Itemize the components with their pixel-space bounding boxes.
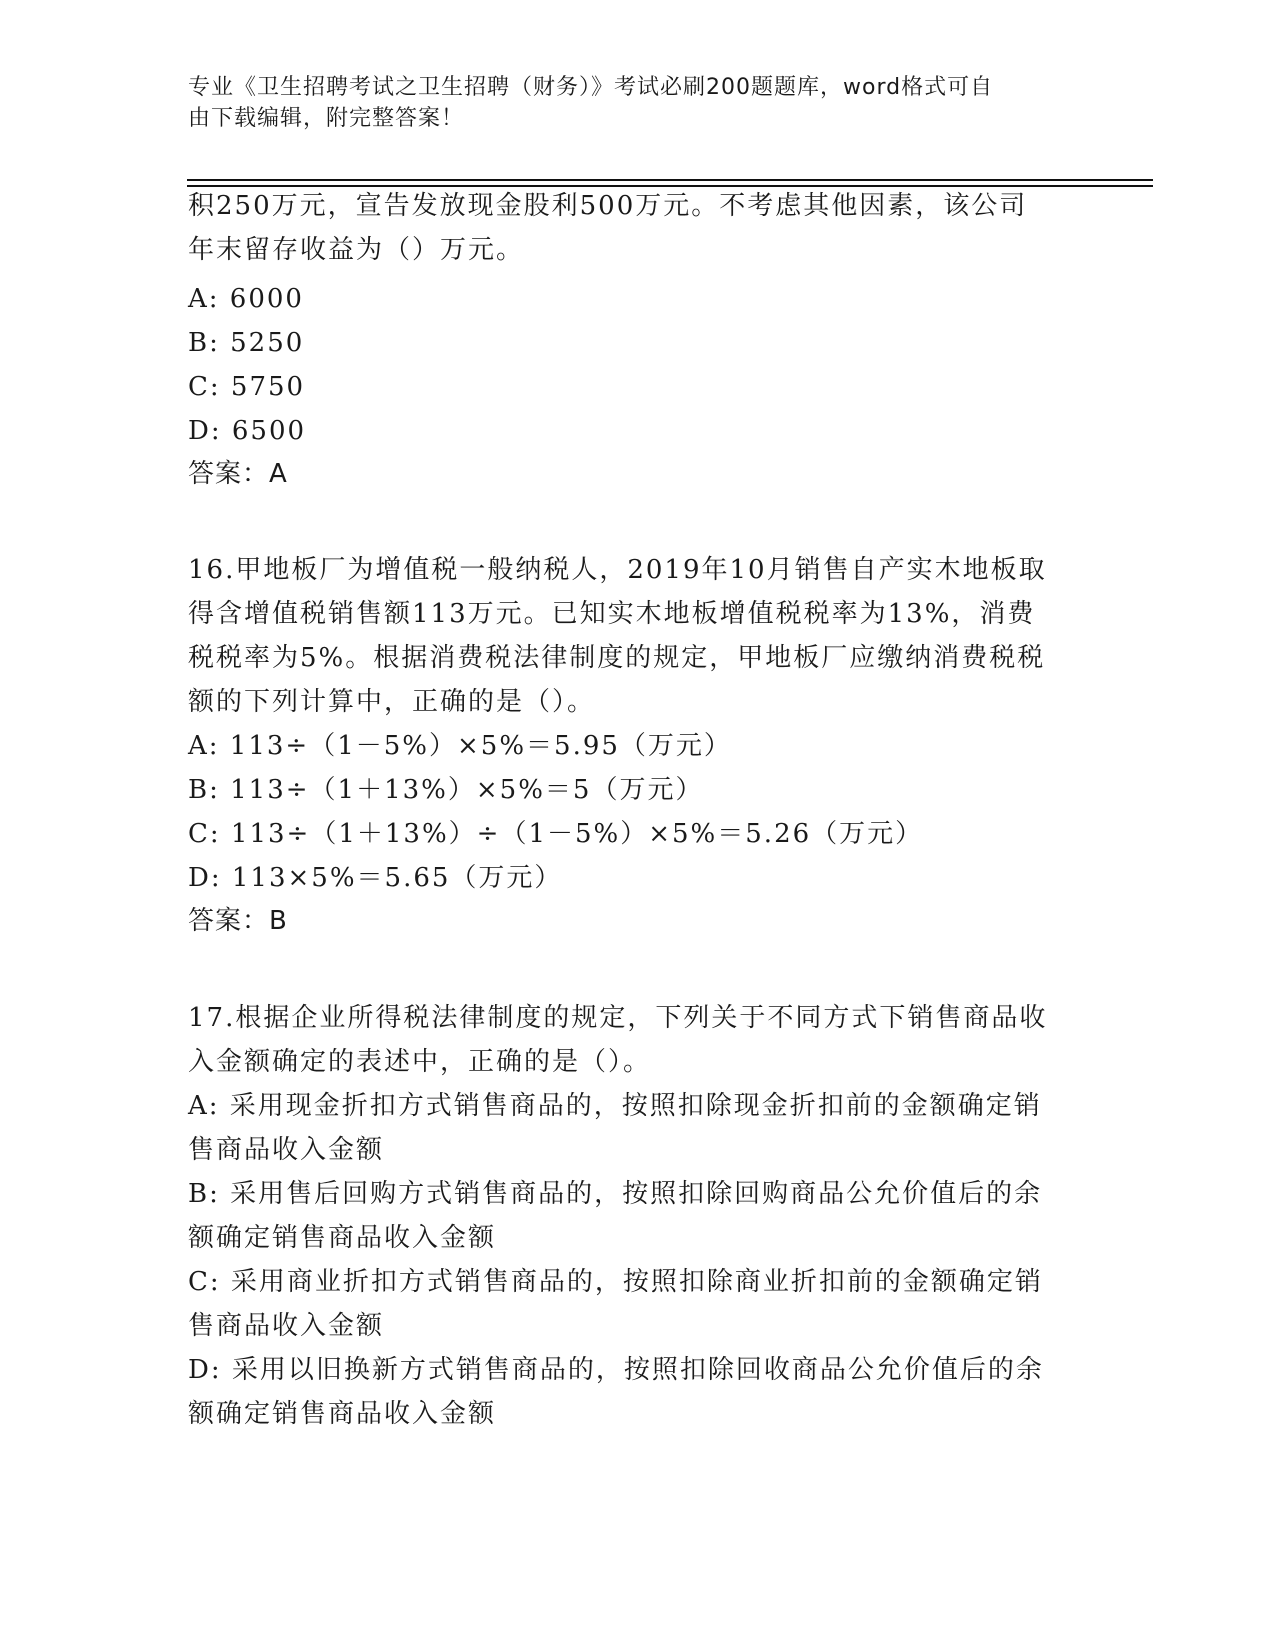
q17-option-c-line-1: C: 采用商业折扣方式销售商品的，按照扣除商业折扣前的金额确定销 [188,1267,1043,1297]
q16-option-a: A: 113÷（1－5%）×5%＝5.95（万元） [188,731,732,761]
q16-stem-line-2: 得含增值税销售额113万元。已知实木地板增值税税率为13%，消费 [188,599,1036,629]
header-rule-bottom [187,185,1153,187]
q17-option-b-line-1: B: 采用售后回购方式销售商品的，按照扣除回购商品公允价值后的余 [188,1179,1043,1209]
q17-option-a-line-1: A: 采用现金折扣方式销售商品的，按照扣除现金折扣前的金额确定销 [188,1091,1042,1121]
q16-stem-line-4: 额的下列计算中，正确的是（）。 [188,687,596,717]
q17-option-a-line-2: 售商品收入金额 [188,1135,385,1165]
q16-option-b: B: 113÷（1＋13%）×5%＝5（万元） [188,775,704,805]
q15-stem-line-1: 积250万元，宣告发放现金股利500万元。不考虑其他因素，该公司 [188,191,1028,221]
q17-option-d-line-2: 额确定销售商品收入金额 [188,1399,497,1429]
q15-option-d: D: 6500 [188,416,307,446]
q17-option-d-line-1: D: 采用以旧换新方式销售商品的，按照扣除回收商品公允价值后的余 [188,1355,1044,1385]
q17-option-b-line-2: 额确定销售商品收入金额 [188,1223,497,1253]
q15-option-a: A: 6000 [188,284,304,314]
q17-stem-line-2: 入金额确定的表述中，正确的是（）。 [188,1047,652,1077]
q17-stem-line-1: 17.根据企业所得税法律制度的规定，下列关于不同方式下销售商品收 [188,1003,1048,1033]
q17-option-c-line-2: 售商品收入金额 [188,1311,385,1341]
q15-option-b: B: 5250 [188,328,305,358]
header-rule-top [187,179,1153,181]
q16-stem-line-1: 16.甲地板厂为增值税一般纳税人，2019年10月销售自产实木地板取 [188,555,1047,585]
q16-answer: 答案：B [188,906,288,936]
q15-answer: 答案：A [188,459,288,489]
q15-option-c: C: 5750 [188,372,306,402]
document-header [188,72,1088,134]
header-line-2: 由下载编辑，附完整答案！ [188,106,465,131]
q16-option-d: D: 113×5%＝5.65（万元） [188,863,563,893]
q16-option-c: C: 113÷（1＋13%）÷（1－5%）×5%＝5.26（万元） [188,819,924,849]
q15-stem-line-2: 年末留存收益为（）万元。 [188,235,525,265]
q16-stem-line-3: 税税率为5%。根据消费税法律制度的规定，甲地板厂应缴纳消费税税 [188,643,1046,673]
header-line-1: 专业《卫生招聘考试之卫生招聘（财务）》考试必刷200题题库，word格式可自 [188,75,994,100]
